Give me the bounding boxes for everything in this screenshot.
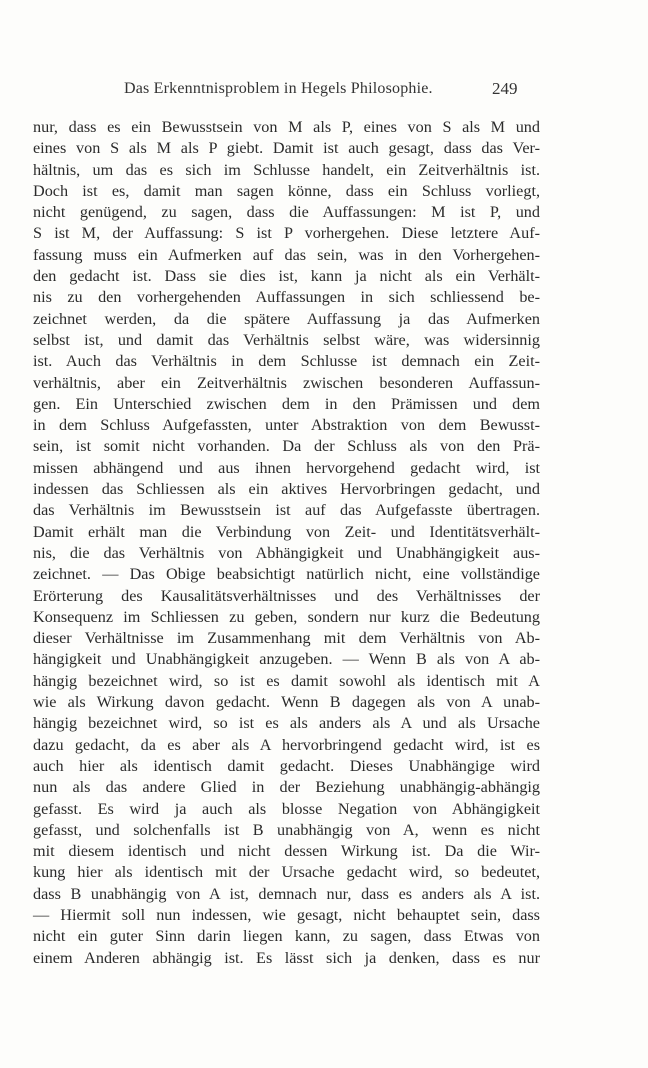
text-line: — Hiermit soll nun indessen, wie gesagt, nicht behauptet sein, dass [33,905,540,924]
text-line: wie als Wirkung davon gedacht. Wenn B dagegen als von A unab- [33,693,540,712]
text-line: nicht genügend, zu sagen, dass die Auffassungen: M ist P, und [33,203,540,222]
text-line: hältnis, um das es sich im Schlusse handelt, ein Zeitverhältnis ist. [33,160,540,179]
text-line: sein, ist somit nicht vorhanden. Da der Schluss als von den Prä- [33,437,540,456]
text-line: nicht ein guter Sinn darin liegen kann, zu sagen, dass Etwas von [33,927,540,946]
text-line: gefasst, und solchenfalls ist B unabhängig von A, wenn es nicht [33,820,540,839]
text-line: gen. Ein Unterschied zwischen dem in den Prämissen und dem [33,394,540,413]
text-line: nis zu den vorhergehenden Auffassungen in sich schliessend be- [33,288,540,307]
text-line: nis, die das Verhältnis von Abhängigkeit und Unabhängigkeit aus- [33,543,540,562]
text-line: Damit erhält man die Verbindung von Zeit- und Identitätsverhält- [33,522,540,541]
text-line: indessen das Schliessen als ein aktives Hervorbringen gedacht, und [33,480,540,499]
text-line: eines von S als M als P giebt. Damit ist auch gesagt, dass das Ver- [33,139,540,158]
text-line: das Verhältnis im Bewusstsein ist auf das Aufgefasste übertragen. [33,501,540,520]
running-head [0,80,648,102]
text-line: in dem Schluss Aufgefassten, unter Abstraktion von dem Bewusst- [33,416,540,435]
text-line: zeichnet werden, da die spätere Auffassung ja das Aufmerken [33,309,540,328]
text-line: hängig bezeichnet wird, so ist es als anders als A und als Ursache [33,714,540,733]
text-line: missen abhängend und aus ihnen hervorgehend gedacht wird, ist [33,458,540,477]
text-line: gefasst. Es wird ja auch als blosse Negation von Abhängigkeit [33,799,540,818]
text-line: hängig bezeichnet wird, so ist es damit sowohl als identisch mit A [33,671,540,690]
text-line: selbst ist, und damit das Verhältnis selbst wäre, was widersinnig [33,330,540,349]
text-line: ist. Auch das Verhältnis in dem Schlusse ist demnach ein Zeit- [33,352,540,371]
text-line: nun als das andere Glied in der Beziehung unabhängig-abhängig [33,778,540,797]
text-line: hängigkeit und Unabhängigkeit anzugeben. — Wenn B als von A ab- [33,650,540,669]
text-line: einem Anderen abhängig ist. Es lässt sich ja denken, dass es nur [33,948,540,967]
text-line: dazu gedacht, da es aber als A hervorbringend gedacht wird, ist es [33,735,540,754]
body-text [33,117,540,969]
text-line: verhältnis, aber ein Zeitverhältnis zwischen besonderen Auffassun- [33,373,540,392]
text-line: den gedacht ist. Dass sie dies ist, kann ja nicht als ein Verhält- [33,267,540,286]
text-line: auch hier als identisch damit gedacht. Dieses Unabhängige wird [33,756,540,775]
text-line: dass B unabhängig von A ist, demnach nur, dass es anders als A ist. [33,884,540,903]
text-line: Doch ist es, damit man sagen könne, dass ein Schluss vorliegt, [33,181,540,200]
text-line: dieser Verhältnisse im Zusammenhang mit dem Verhältnis von Ab- [33,629,540,648]
text-line: fassung muss ein Aufmerken auf das sein, was in den Vorhergehen- [33,245,540,264]
text-line: mit diesem identisch und nicht dessen Wirkung ist. Da die Wir- [33,842,540,861]
text-line: kung hier als identisch mit der Ursache gedacht wird, so bedeutet, [33,863,540,882]
running-title: Das Erkenntnisproblem in Hegels Philosophie. [124,80,433,97]
text-line: zeichnet. — Das Obige beabsichtigt natürlich nicht, eine vollständige [33,565,540,584]
text-line: nur, dass es ein Bewusstsein von M als P, eines von S als M und [33,118,540,136]
text-line: S ist M, der Auffassung: S ist P vorhergehen. Diese letztere Auf- [33,224,540,243]
text-line: Konsequenz im Schliessen zu geben, sondern nur kurz die Bedeutung [33,607,540,626]
page-number: 249 [492,79,518,98]
text-line: Erörterung des Kausalitätsverhältnisses und des Verhältnisses der [33,586,540,605]
